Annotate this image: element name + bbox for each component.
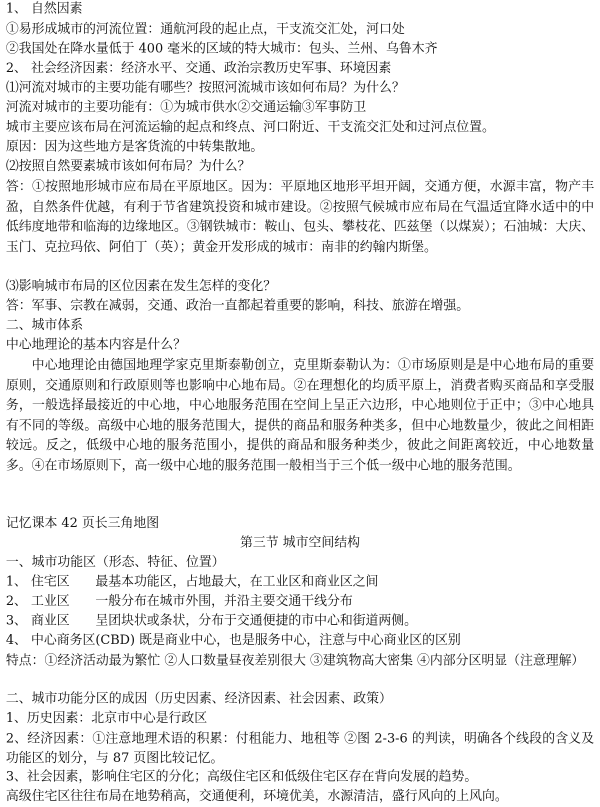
text-line: ①易形成城市的河流位置：通航河段的起止点，干支流交汇处，河口处 bbox=[5, 22, 405, 38]
text-line: 记忆课本 42 页长三角地图 bbox=[5, 516, 160, 531]
text-line: 高级住宅区往往布局在地势稍高，交通便利，环境优美，水源清洁，盛行风向的上风向。 bbox=[5, 789, 508, 805]
list-item: 4、 中心商务区(CBD) 既是商业中心，也是服务中心，注意与中心商业区的区别 bbox=[5, 633, 461, 648]
text-line: ②我国处在降水量低于 400 毫米的区域的特大城市：包头、兰州、乌鲁木齐 bbox=[5, 41, 438, 57]
answer-line: 答：军事、宗教在减弱，交通、政治一直都起着重要的影响，科技、旅游在增强。 bbox=[5, 298, 470, 314]
answer-paragraph: 答：①按照地形城市应布局在平原地区。因为：平原地区地形平坦开阔，交通方便，水源丰富，物产丰盈，自然条件优越，有利于节省建筑投资和城市建设。②按照气候城市应布局在气温适宜降水适中的中低纬度地带和临海的边缘地区。③钢铁城市：鞍山、包头、攀枝花、匹兹堡（以煤炭）；石油城：大庆、玉门、克拉玛依、阿伯丁（英）；黄金开发形成的城市：南非的约翰内斯堡。 bbox=[5, 179, 595, 255]
question-line: ⑴河流对城市的主要功能有哪些？按照河流城市该如何布局？为什么？ bbox=[5, 80, 405, 96]
text-line: 原因：因为这些地方是客货流的中转集散地。 bbox=[5, 139, 264, 155]
section-heading: 二、城市功能分区的成因（历史因素、经济因素、社会因素、政策） bbox=[5, 691, 392, 707]
central-place-paragraph: 中心地理论由德国地理学家克里斯泰勒创立，克里斯泰勒认为：①市场原则是是中心地布局的重要原则，交通原则和行政原则等也影响中心地布局。②在理想化的均质平原上，消费者购买商品和享受服务，一般选择最接近的中心地，中心地服务范围在空间上呈正六边形，中心地则位于正中；③中心地具有不同的等级。高级中心地的服务范围大，提供的商品和服务种类多，但中心地数量少，彼此之间相距较远。反之，低级中心地的服务范围小，提供的商品和服务种类少，彼此之间距离较近，中心地数量多。④在市场原则下，高一级中心地的服务范围一般相当于三个低一级中心地的服务范围。 bbox=[5, 358, 595, 473]
section-heading: 一、城市功能区（形态、特征、位置） bbox=[5, 555, 225, 570]
section-heading: 1、 自然因素 bbox=[5, 1, 83, 17]
text-line: 1、历史因素：北京市中心是行政区 bbox=[5, 711, 208, 726]
text-line: 河流对城市的主要功能有：①为城市供水②交通运输③军事防卫 bbox=[5, 100, 367, 116]
question-line: 中心地理论的基本内容是什么？ bbox=[5, 337, 187, 353]
list-item: 2、 工业区 一般分布在城市外围，并沿主要交通干线分布 bbox=[5, 594, 353, 609]
section-heading: 2、 社会经济因素：经济水平、交通、政治宗教历史军事、环境因素 bbox=[5, 61, 392, 77]
list-item: 3、 商业区 呈团块状或条状，分布于交通便捷的市中心和街道两侧。 bbox=[5, 613, 418, 629]
features-paragraph: 特点：①经济活动最为繁忙 ②人口数量昼夜差别很大 ③建筑物高大密集 ④内部分区明显（注意理解） bbox=[5, 653, 585, 669]
question-line: ⑶影响城市布局的区位因素在发生怎样的变化？ bbox=[5, 279, 277, 294]
list-item: 1、 住宅区 最基本功能区，占地最大，在工业区和商业区之间 bbox=[5, 574, 379, 590]
text-line: 城市主要应该布局在河流运输的起点和终点、河口附近、干支流交汇处和过河点位置。 bbox=[5, 120, 495, 135]
economic-paragraph: 2、经济因素：①注意地理术语的积累：付租能力、地租等 ②图 2-3-6 的判读，明确各个线段的含义及功能区的划分，与 87 页图比较记忆。 bbox=[5, 731, 595, 766]
question-line: ⑵按照自然要素城市该如何布局？为什么？ bbox=[5, 159, 251, 174]
text-line: 3、社会因素，影响住宅区的分化；高级住宅区和低级住宅区存在背向发展的趋势。 bbox=[5, 769, 478, 785]
chapter-title: 第三节 城市空间结构 bbox=[240, 535, 360, 551]
section-heading: 二、城市体系 bbox=[5, 318, 84, 333]
